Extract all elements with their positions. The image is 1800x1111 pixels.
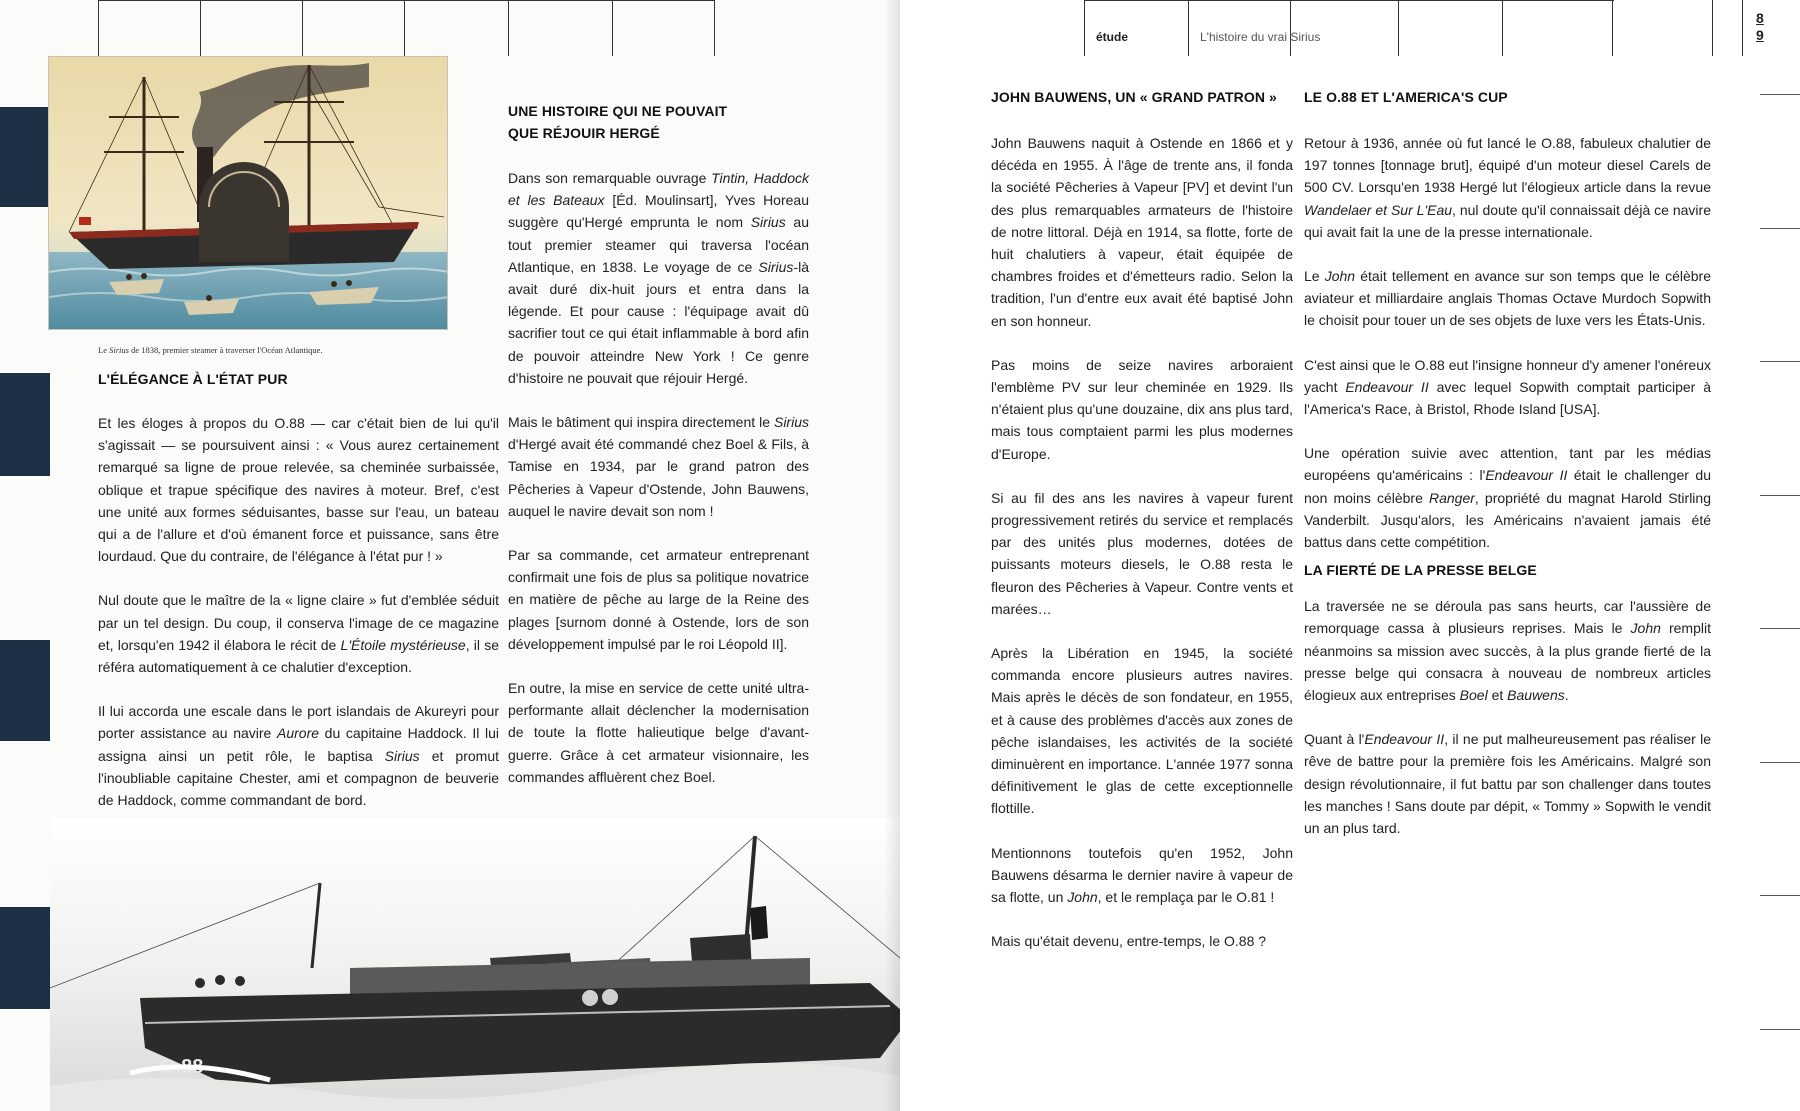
edge-mark xyxy=(1760,94,1800,95)
text-column-left-2 xyxy=(508,167,809,788)
page-number-left: 8 xyxy=(1756,10,1764,26)
page-number-right: 9 xyxy=(1756,27,1764,43)
paragraph: Il lui accorda une escale dans le port islandais de Akureyri pour porter assistance au navire Aurore du capitaine Haddock. Il lui assigna ainsi un petit rôle, le baptisa Sirius et promut l'inoubliable capitaine Chester, ami et compagnon de beuverie de Haddock, comme commandant de bord. xyxy=(98,703,500,809)
paragraph: Le John était tellement en avance sur son temps que le célèbre aviateur et milliardaire anglais Thomas Octave Murdoch Sopwith le choisit pour touer un de ses objets de luxe vers les États-Unis. xyxy=(1304,268,1711,329)
top-tick xyxy=(1188,0,1189,56)
heading-bauwens: JOHN BAUWENS, UN « GRAND PATRON » xyxy=(991,89,1277,105)
top-tick xyxy=(1084,0,1085,56)
edge-mark xyxy=(1760,628,1800,629)
side-tab xyxy=(0,373,50,476)
trawler-photo-image xyxy=(50,818,900,1111)
top-rule xyxy=(98,0,714,1)
top-tick xyxy=(612,0,613,56)
paragraph: Mentionnons toutefois qu'en 1952, John Bauwens désarma le dernier navire à vapeur de sa flotte, un John, et le remplaça par le O.81 ! xyxy=(991,844,1293,906)
side-tab xyxy=(0,640,50,741)
paragraph: Et les éloges à propos du O.88 — car c'était bien de lui qu'il s'agissait — se poursuivent ainsi : « Vous aurez certainement remarqué sa ligne de proue relevée, sa cheminée surbaissée, oblique et trapue spécifique des navires à moteur. Bref, c'est une unité aux formes séduisantes, basse sur l'eau, un bateau qui a de l'allure et d'où émanent force et puissance, sans être lourdaud. Que du contraire, de l'élégance à l'état pur ! » xyxy=(98,415,499,565)
paragraph: Mais qu'était devenu, entre-temps, le O.88 ? xyxy=(991,933,1267,950)
paragraph: Retour à 1936, année où fut lancé le O.88, fabuleux chalutier de 197 tonnes [tonnage brut], équipé d'un moteur diesel Carels de 500 CV. Lorsqu'en 1938 Hergé lut l'élogieux article dans la revue Wandelaer et Sur L'Eau, nul doute qu'il connaissait déjà ce navire qui avait fait la une de la presse internationale. xyxy=(1304,135,1711,240)
running-header-section: étude xyxy=(1096,30,1129,44)
edge-mark xyxy=(1760,495,1800,496)
edge-mark xyxy=(1760,1029,1800,1030)
top-tick xyxy=(404,0,405,56)
text-column-right-1 xyxy=(991,132,1293,953)
edge-mark xyxy=(1760,762,1800,763)
paragraph: Par sa commande, cet armateur entreprenant confirmait une fois de plus sa politique novatrice en matière de pêche au large de la Reine des plages [surnom donné à Ostende, lors de son développement impulsé par le roi Léopold II]. xyxy=(508,547,809,652)
top-rule xyxy=(1084,0,1614,1)
paragraph: Mais le bâtiment qui inspira directement le Sirius d'Hergé avait été commandé chez Boel & Fils, à Tamise en 1934, par le grand patron des Pêcheries à Vapeur d'Ostende, John Bauwens, auquel le navire devait son nom ! xyxy=(508,414,809,519)
text-column-right-2 xyxy=(1304,132,1711,839)
heading-presse-belge: LA FIERTÉ DE LA PRESSE BELGE xyxy=(1304,562,1537,579)
heading-elegance: L'ÉLÉGANCE À L'ÉTAT PUR xyxy=(98,371,288,387)
trawler-hull-number: O.88 xyxy=(160,1056,204,1078)
paragraph: En outre, la mise en service de cette unité ultra-performante allait déclencher la modernisation de toute la flotte halieutique belge d'avant-guerre. Grâce à cet armateur visionnaire, les commandes affluèrent chez Boel. xyxy=(508,680,809,785)
side-tab xyxy=(0,907,50,1009)
sirius-caption: Le Sirius de 1838, premier steamer à traverser l'Océan Atlantique. xyxy=(98,345,323,355)
edge-mark xyxy=(1760,228,1800,229)
paragraph: John Bauwens naquit à Ostende en 1866 et y décéda en 1955. À l'âge de trente ans, il fonda la société Pêcheries à Vapeur [PV] et devint l'un des plus remarquables armateurs de l'histoire de notre littoral. Déjà en 1914, sa flotte, forte de huit chalutiers à vapeur, était équipée de chambres froides et d'émetteurs radio. Selon la tradition, l'un d'entre eux avait été baptisé John en son honneur. xyxy=(991,135,1293,329)
paragraph: La traversée ne se déroula pas sans heurts, car l'aussière de remorquage cassa à plusieurs reprises. Mais le John remplit néanmoins sa mission avec succès, à la plus grande fierté de la presse belge qui consacra à nouveau de nombreux articles élogieux aux entreprises Boel et Bauwens. xyxy=(1304,598,1711,704)
heading-americas-cup: LE O.88 ET L'AMERICA'S CUP xyxy=(1304,89,1508,105)
top-tick xyxy=(714,0,715,56)
top-tick xyxy=(1398,0,1399,56)
top-tick xyxy=(98,0,99,56)
top-tick xyxy=(1742,0,1743,56)
paragraph: Après la Libération en 1945, la société commanda encore plusieurs autres navires. Mais après le décès de son fondateur, en 1955, et à cause des problèmes d'accès aux zones de pêche islandaises, les activités de la société diminuèrent en importance. L'année 1977 sonna définitivement le glas de cette exceptionnelle flottille. xyxy=(991,645,1293,817)
side-tab xyxy=(0,107,50,207)
paragraph: Si au fil des ans les navires à vapeur furent progressivement retirés du service et remplacés par des unités plus modernes, dotées de puissants moteurs diesels, le O.88 resta le fleuron des Pêcheries à Vapeur. Contre vents et marées… xyxy=(991,489,1293,617)
edge-mark xyxy=(1760,361,1800,362)
top-tick xyxy=(302,0,303,56)
text-column-left-1 xyxy=(98,412,499,811)
top-tick xyxy=(1290,0,1291,56)
top-tick xyxy=(1502,0,1503,56)
paragraph: C'est ainsi que le O.88 eut l'insigne honneur d'y amener l'onéreux yacht Endeavour II avec lequel Sopwith comptait participer à l'America's Race, à Bristol, Rhode Island [USA]. xyxy=(1304,356,1711,418)
top-tick xyxy=(1612,0,1613,56)
paragraph: Une opération suivie avec attention, tant par les médias européens qu'américains : l'Endeavour II était le challenger du non moins célèbre Ranger, propriété du magnat Harold Stirling Vanderbilt. Jusqu'alors, les Américains n'avaient jamais été battus dans cette compétition. xyxy=(1304,445,1711,551)
edge-mark xyxy=(1760,895,1800,896)
paragraph: Quant à l'Endeavour II, il ne put malheureusement pas réaliser le rêve de battre pour la première fois les Américains. Malgré son design révolutionnaire, il fut battu par son challenger dans toutes les manches ! Sans doute par dépit, « Tommy » Sopwith le vendit un an plus tard. xyxy=(1304,731,1712,837)
paragraph: Dans son remarquable ouvrage Tintin, Haddock et les Bateaux [Éd. Moulinsart], Yves Horeau suggère qu'Hergé emprunta le nom Sirius au tout premier steamer qui traversa l'océan Atlantique, en 1838. Le voyage de ce Sirius-là avait duré dix-huit jours et entra dans la légende. Et pour cause : l'équipage avait dû sacrifier tout ce qui était inflammable à bord afin de pouvoir atteindre New York ! Ce genre d'histoire ne pouvait que réjouir Hergé. xyxy=(508,170,809,386)
top-tick xyxy=(200,0,201,56)
paragraph: Nul doute que le maître de la « ligne claire » fut d'emblée séduit par un tel design. Du coup, il conserva l'image de ce magazine et, lorsqu'en 1942 il élabora le récit de L'Étoile mystérieuse, il se référa automatiquement à ce chalutier d'exception. xyxy=(98,592,500,676)
sirius-painting-image xyxy=(48,56,448,330)
running-header-title: L'histoire du vrai Sirius xyxy=(1200,30,1321,44)
heading-histoire: UNE HISTOIRE QUI NE POUVAIT QUE RÉJOUIR HERGÉ xyxy=(508,103,728,141)
top-tick xyxy=(508,0,509,56)
top-tick xyxy=(1712,0,1713,56)
page-numbers xyxy=(1756,10,1764,44)
paragraph: Pas moins de seize navires arboraient l'emblème PV sur leur cheminée en 1929. Ils n'étaient plus qu'une douzaine, dix ans plus tard, mais tous comptaient parmi les plus modernes d'Europe. xyxy=(991,356,1293,462)
